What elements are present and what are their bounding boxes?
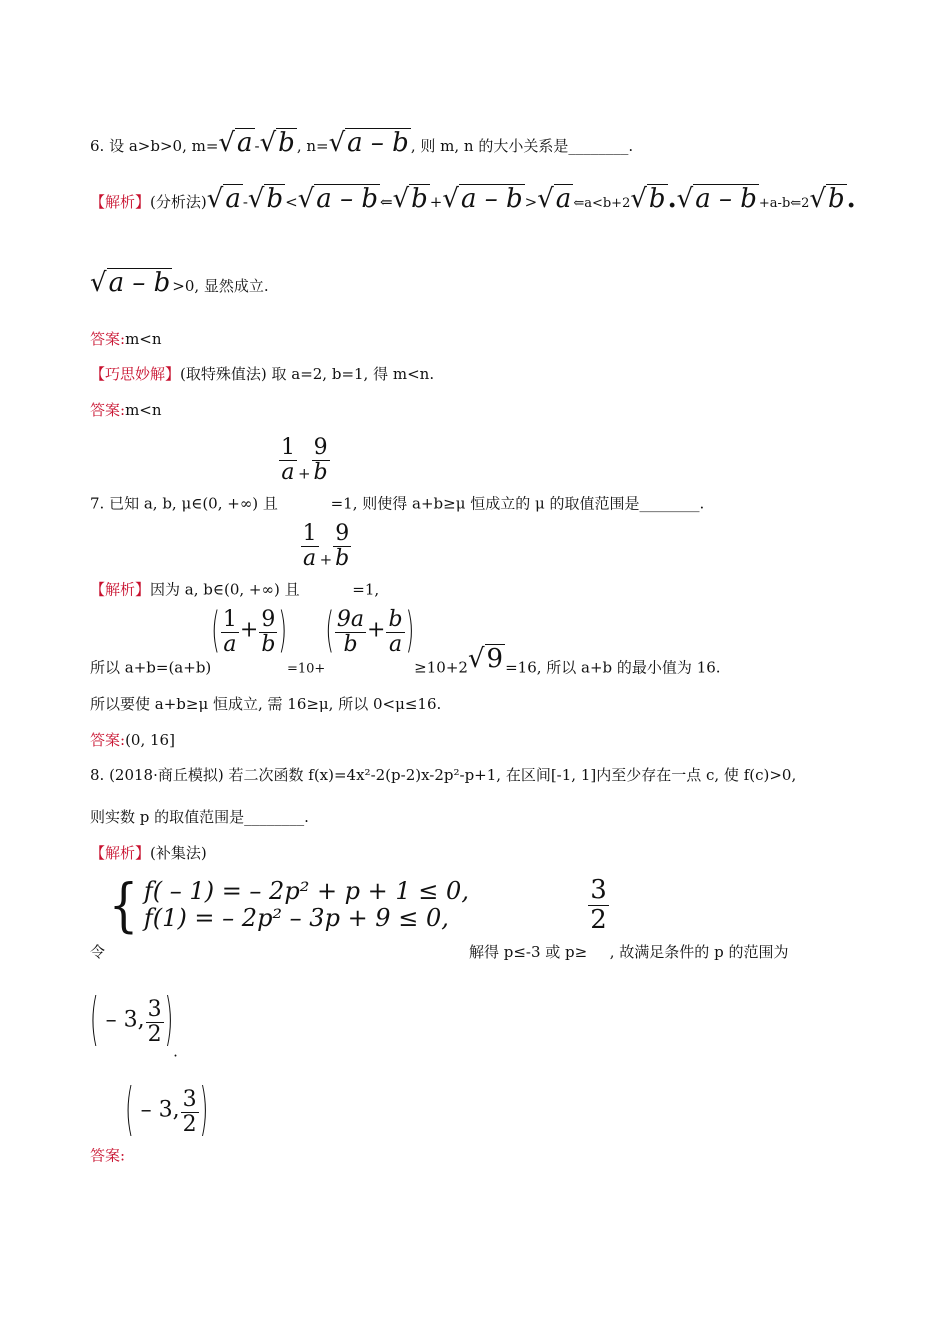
analysis-tag: 【解析】	[90, 580, 151, 599]
q6-answer2: 答案:m<n	[90, 401, 162, 419]
q6-analysis: 【解析】(分析法)√a -√b <√a – b ⇐√b +√a – b >√a ⇐a<b+2√b.√a – b +a-b⇐2√b.	[90, 184, 856, 214]
fraction: $\frac{9}{b}$	[313, 435, 328, 486]
q8-analysis: 【解析】(补集法)	[90, 844, 207, 862]
sqrt: √b	[809, 184, 845, 214]
sqrt: √a – b	[442, 184, 523, 214]
sqrt: √a – b	[676, 184, 757, 214]
sqrt: √b	[630, 184, 666, 214]
analysis-tag: 【解析】	[90, 193, 151, 211]
q8-range: ( – 3, $\frac{3}{2}$ ).	[90, 988, 178, 1061]
q7-line: 7. 已知 a, b, μ∈(0, +∞) 且 $\frac{1}{a}$ + $\frac{9}{b}$ =1, 则使得 a+b≥μ 恒成立的 μ 的取值范围是________.	[90, 435, 705, 513]
fraction: $\frac{b}{a}$	[388, 607, 403, 658]
q7-analysis: 【解析】因为 a, b∈(0, +∞) 且 $\frac{1}{a}$ + $\frac{9}{b}$ =1,	[90, 521, 380, 599]
trick-tag: 【巧思妙解】	[90, 365, 181, 383]
q8-line2: 则实数 p 的取值范围是________.	[90, 808, 309, 826]
sqrt: √a – b	[297, 184, 378, 214]
fraction: $\frac{1}{a}$	[280, 435, 295, 486]
q6-line2: √a – b >0, 显然成立.	[90, 268, 269, 298]
q7-line3: 所以要使 a+b≥μ 恒成立, 需 16≥μ, 所以 0<μ≤16.	[90, 695, 442, 713]
fraction: $\frac{9}{b}$	[335, 521, 350, 572]
fraction: $\frac{9}{b}$	[261, 607, 276, 658]
fraction: $\frac{3}{2}$	[182, 1087, 197, 1138]
sqrt: √a	[206, 184, 241, 214]
sqrt-b: √b	[259, 128, 295, 158]
sqrt-a: √a	[218, 128, 253, 158]
fraction: $\frac{1}{a}$	[302, 521, 317, 572]
q7-answer: 答案:(0, 16]	[90, 731, 175, 749]
sqrt: √b	[392, 184, 428, 214]
q7-line2: 所以 a+b=(a+b)( $\frac{1}{a}$ + $\frac{9}{b}$ )=10+( $\frac{9a}{b}$ + $\frac{b}{a}$ )≥10+2√9 =16, 所以 a+b 的最小值为 16.	[90, 604, 721, 677]
sqrt: √a	[537, 184, 572, 214]
q6-trick: 【巧思妙解】(取特殊值法) 取 a=2, b=1, 得 m<n.	[90, 365, 435, 383]
q8-line1: 8. (2018·商丘模拟) 若二次函数 f(x)=4x²-2(p-2)x-2p²-p+1, 在区间[-1, 1]内至少存在一点 c, 使 f(c)>0,	[90, 766, 797, 784]
sqrt: √a – b	[90, 268, 171, 298]
equation-system: { f( – 1) = – 2p² + p + 1 ≤ 0, f(1) = – 2p² – 3p + 9 ≤ 0,	[108, 871, 469, 940]
sqrt-9: √9	[467, 643, 504, 674]
sqrt: √b	[247, 184, 284, 214]
fraction: $\frac{9a}{b}$	[336, 607, 365, 658]
q6-answer: 答案:m<n	[90, 330, 162, 348]
q8-answer: 答案:( – 3, $\frac{3}{2}$ )	[90, 1078, 209, 1165]
fraction: $\frac{1}{a}$	[222, 607, 237, 658]
q8-system: 令 { f( – 1) = – 2p² + p + 1 ≤ 0, f(1) = – 2p² – 3p + 9 ≤ 0, 解得 p≤-3 或 p≥ $\frac{3}{2}$ , 故满足条件的 p 的范围为	[90, 871, 789, 962]
fraction: $\frac{3}{2}$	[590, 875, 607, 935]
fraction: $\frac{3}{2}$	[147, 997, 162, 1048]
analysis-tag: 【解析】	[90, 844, 151, 862]
q6-line: 6. 设 a>b>0, m=√a -√b , n=√a – b , 则 m, n 的大小关系是________.	[90, 128, 634, 158]
sqrt-a-minus-b: √a – b	[328, 128, 409, 158]
